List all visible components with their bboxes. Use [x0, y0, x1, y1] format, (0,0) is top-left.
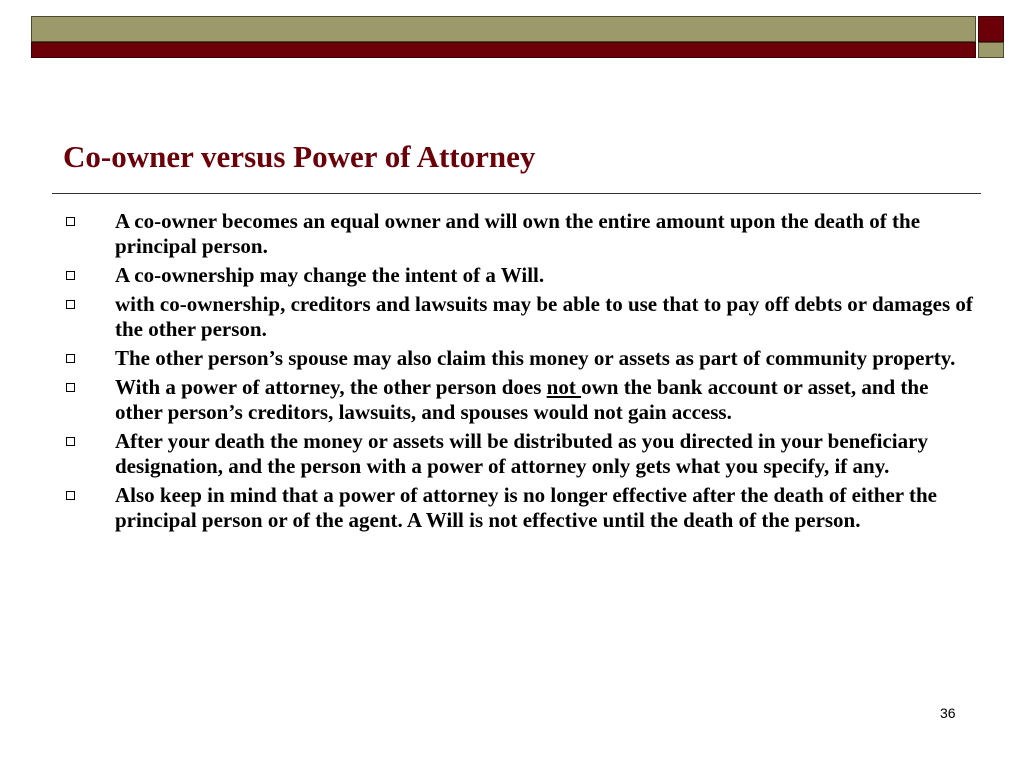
bullet-text-before: With a power of attorney, the other person does: [115, 375, 547, 399]
bullet-item: [63, 429, 973, 479]
title-divider: [52, 193, 981, 194]
bullet-item: [63, 209, 973, 259]
bullet-text: Also keep in mind that a power of attorney is no longer effective after the death of either the principal person or of the agent. A Will is not effective until the death of the person.: [115, 483, 937, 532]
bullet-text: with co-ownership, creditors and lawsuits may be able to use that to pay off debts or damages of the other person.: [115, 292, 973, 341]
header-banner-olive: [31, 16, 976, 42]
square-bullet-icon: [66, 271, 75, 280]
header-corner-square-maroon: [978, 16, 1004, 42]
header-corner-square-olive: [978, 42, 1004, 58]
bullet-text-after: own the bank account or asset, and the other person’s creditors, lawsuits, and spouses would not gain access.: [115, 375, 929, 424]
bullet-item: [63, 375, 973, 425]
bullet-text: After your death the money or assets will be distributed as you directed in your beneficiary designation, and the person with a power of attorney only gets what you specify, if any.: [115, 429, 928, 478]
bullet-item: [63, 263, 973, 288]
bullet-item: [63, 292, 973, 342]
square-bullet-icon: [66, 354, 75, 363]
bullet-text: A co-ownership may change the intent of a Will.: [115, 263, 545, 287]
bullet-text-underlined: not: [546, 375, 582, 399]
bullet-item: [63, 346, 973, 371]
header-banner-maroon: [31, 42, 976, 58]
square-bullet-icon: [66, 383, 75, 392]
bullet-text: The other person’s spouse may also claim this money or assets as part of community property.: [115, 346, 956, 370]
square-bullet-icon: [66, 300, 75, 309]
square-bullet-icon: [66, 437, 75, 446]
bullet-list: [63, 209, 973, 537]
bullet-text: A co-owner becomes an equal owner and will own the entire amount upon the death of the principal person.: [115, 209, 921, 258]
page-number: 36: [940, 705, 956, 721]
square-bullet-icon: [66, 491, 75, 500]
bullet-item: [63, 483, 973, 533]
square-bullet-icon: [66, 217, 75, 226]
slide-title: Co-owner versus Power of Attorney: [63, 139, 536, 174]
